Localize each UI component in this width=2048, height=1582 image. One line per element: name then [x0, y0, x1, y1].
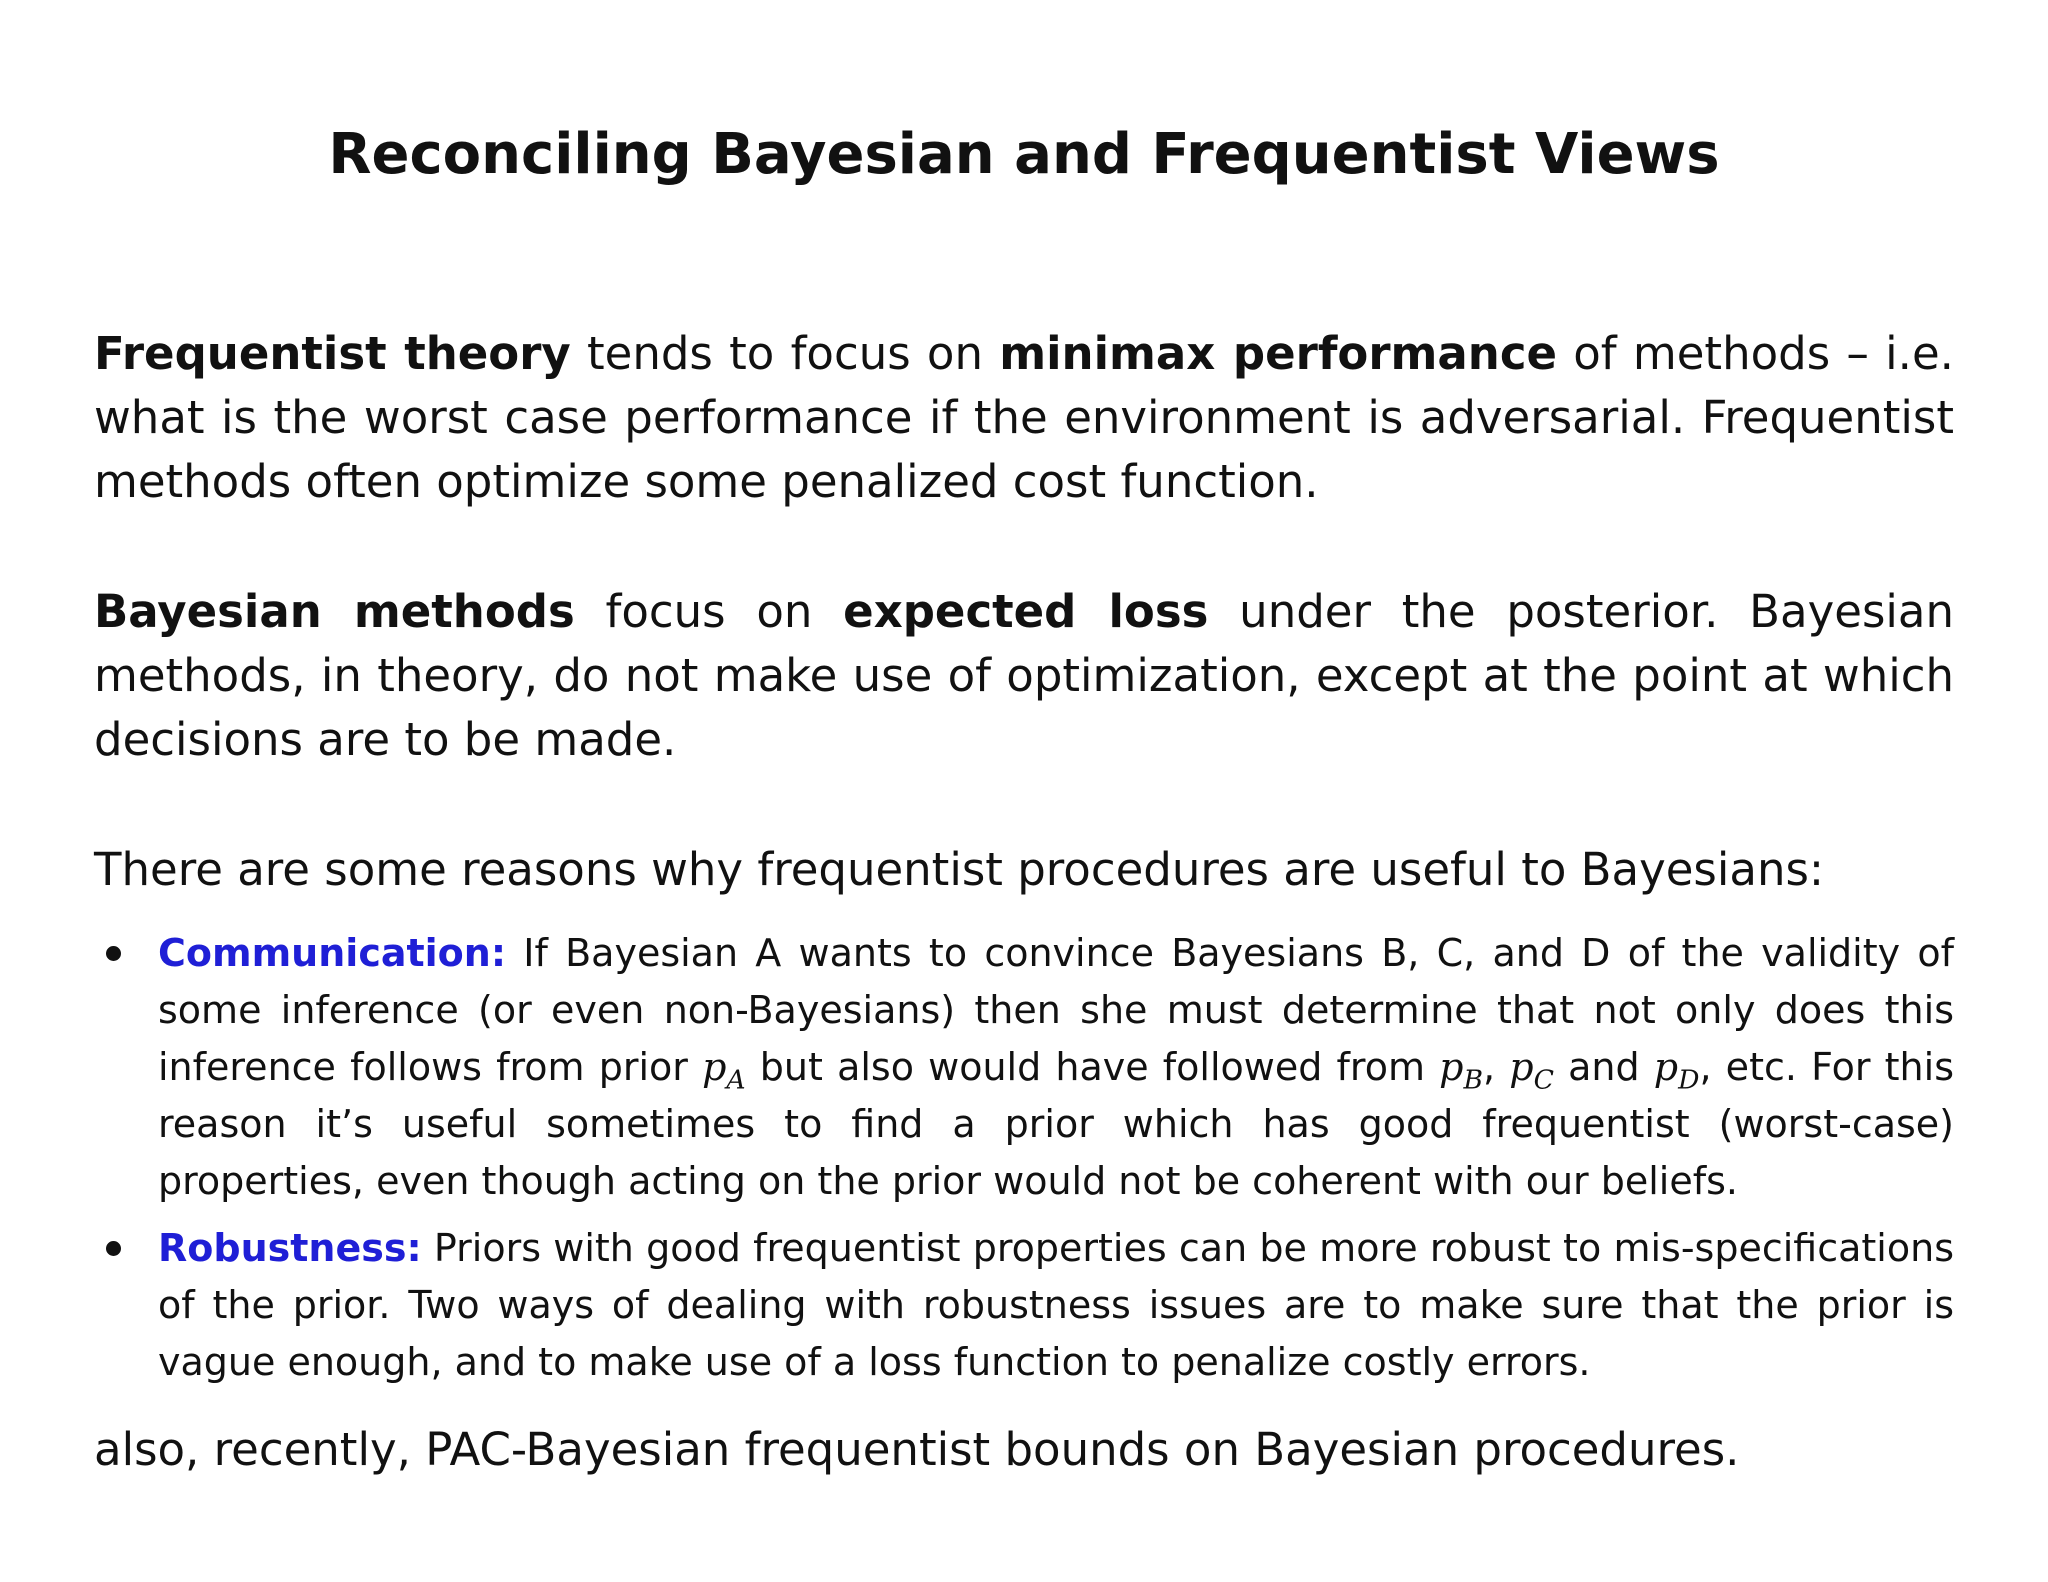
- communication-text-c: and: [1553, 1045, 1654, 1089]
- bayesian-paragraph: [94, 580, 1954, 772]
- bullet-icon: [106, 946, 121, 961]
- communication-text-b: but also would have followed from: [745, 1045, 1440, 1089]
- list-item-robustness: [94, 1220, 1954, 1391]
- communication-text-a: If Bayesian A wants to convince Bayesians B, C, and D of the validity of some inference (or even non-Bayesians) then she must determine that not only does this inference follows from prior: [158, 931, 1954, 1089]
- math-separator: ,: [1483, 1045, 1510, 1089]
- frequentist-paragraph: [94, 322, 1954, 514]
- pac-bayesian-note: also, recently, PAC-Bayesian frequentist bounds on Bayesian procedures.: [94, 1423, 1740, 1476]
- slide-title: Reconciling Bayesian and Frequentist Views: [328, 122, 1720, 187]
- robustness-heading: Robustness:: [158, 1226, 422, 1270]
- expected-loss-term: expected loss: [843, 585, 1209, 638]
- bullet-icon: [106, 1241, 121, 1256]
- frequentist-text-2: of methods – i.e. what is the worst case performance if the environment is adversarial. Frequentist methods often optimize some penalized cost function.: [94, 327, 1954, 508]
- bayesian-text-2: under the posterior. Bayesian methods, in theory, do not make use of optimization, except at the point at which decisions are to be made.: [94, 585, 1954, 766]
- frequentist-text-1: tends to focus on: [570, 327, 1000, 380]
- communication-heading: Communication:: [158, 931, 507, 975]
- frequentist-theory-term: Frequentist theory: [94, 327, 571, 380]
- math-p-d: $p_D$: [1653, 1045, 1700, 1096]
- list-item-communication: [94, 925, 1954, 1210]
- bayesian-text-1: focus on: [574, 585, 844, 638]
- minimax-performance-term: minimax performance: [999, 327, 1558, 380]
- math-p-a: $p_A$: [702, 1045, 746, 1096]
- math-p-b: $p_B$: [1439, 1045, 1484, 1096]
- robustness-text: Priors with good frequentist properties can be more robust to mis-specifications of the prior. Two ways of dealing with robustness issues are to make sure that the prior is vague enough, and to make use of a loss function to penalize costly errors.: [158, 1226, 1954, 1384]
- reasons-list: [94, 925, 1954, 1401]
- reasons-intro: There are some reasons why frequentist procedures are useful to Bayesians:: [94, 843, 1825, 896]
- math-p-c: $p_C$: [1509, 1045, 1554, 1096]
- bayesian-methods-term: Bayesian methods: [94, 585, 575, 638]
- communication-text-d: , etc. For this reason it’s useful sometimes to find a prior which has good frequentist (worst-case) properties, even though acting on the prior would not be coherent with our beliefs.: [158, 1045, 1954, 1203]
